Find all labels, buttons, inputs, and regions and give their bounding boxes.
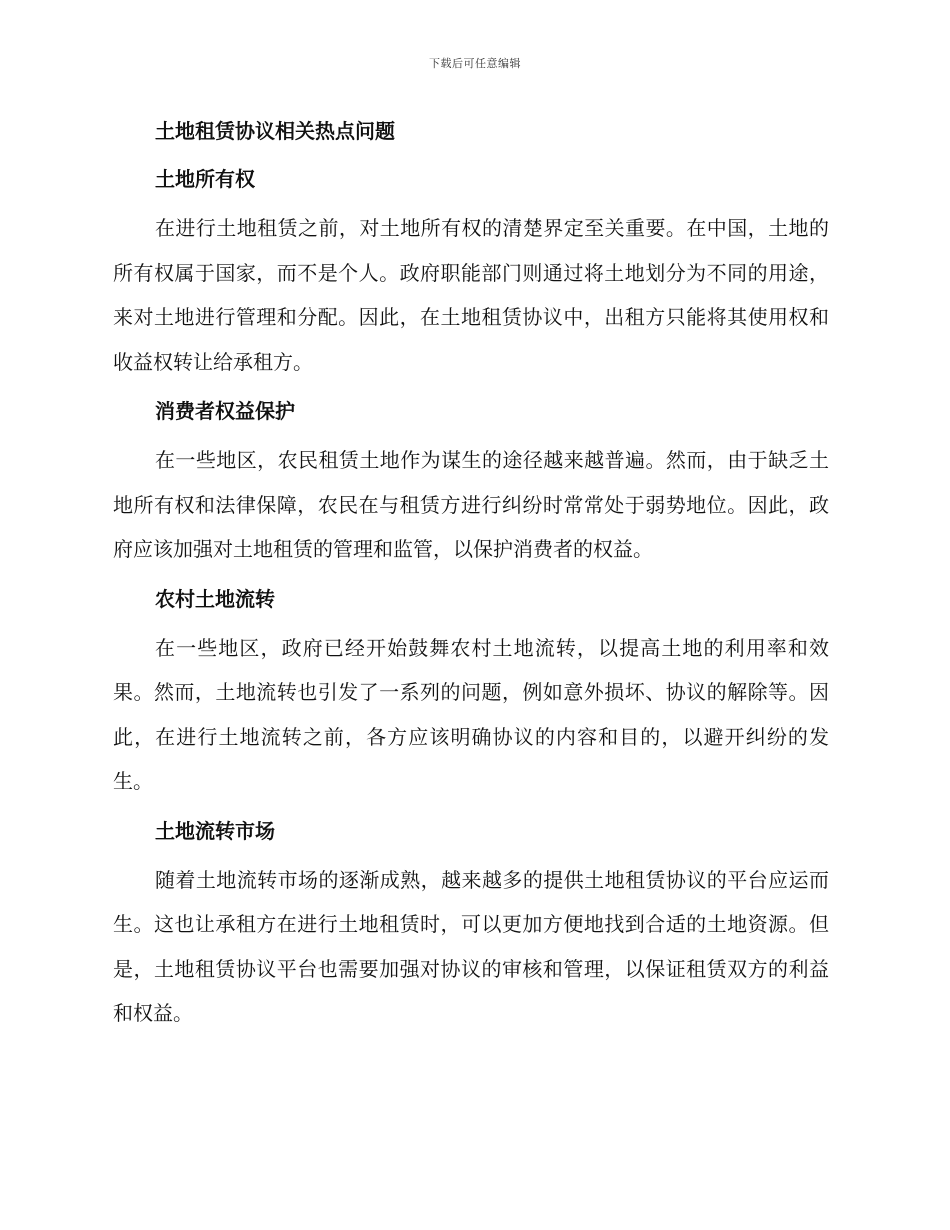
section-heading: 土地流转市场 (155, 818, 275, 843)
section-paragraph: 在进行土地租赁之前，对土地所有权的清楚界定至关重要。在中国，土地的所有权属于国家，而不是个人。政府职能部门则通过将土地划分为不同的用途，来对土地进行管理和分配。因此，在土地租赁协议中，出租方只能将其使用权和收益权转让给承租方。 (113, 216, 829, 374)
header-note: 下载后可任意编辑 (429, 57, 521, 70)
section-rural-land-transfer (113, 576, 829, 804)
section-heading: 土地所有权 (155, 167, 255, 191)
section-consumer-rights (113, 388, 829, 572)
section-paragraph: 随着土地流转市场的逐渐成熟，越来越多的提供土地租赁协议的平台应运而生。这也让承租方在进行土地租赁时，可以更加方便地找到合适的土地资源。但是，土地租赁协议平台也需要加强对协议的审核和管理，以保证租赁双方的利益和权益。 (113, 867, 829, 1025)
section-paragraph: 在一些地区，农民租赁土地作为谋生的途径越来越普遍。然而，由于缺乏土地所有权和法律保障，农民在与租赁方进行纠纷时常常处于弱势地位。因此，政府应该加强对土地租赁的管理和监管，以保护消费者的权益。 (113, 448, 829, 561)
section-heading: 消费者权益保护 (155, 399, 295, 423)
section-paragraph: 在一些地区，政府已经开始鼓舞农村土地流转，以提高土地的利用率和效果。然而，土地流转也引发了一系列的问题，例如意外损坏、协议的解除等。因此，在进行土地流转之前，各方应该明确协议的内容和目的，以避开纠纷的发生。 (113, 635, 829, 793)
document-title: 土地租赁协议相关热点问题 (155, 119, 395, 143)
section-land-transfer-market (113, 808, 829, 1036)
document-content (113, 110, 829, 1036)
section-land-ownership (113, 156, 829, 384)
section-heading: 农村土地流转 (155, 586, 275, 611)
